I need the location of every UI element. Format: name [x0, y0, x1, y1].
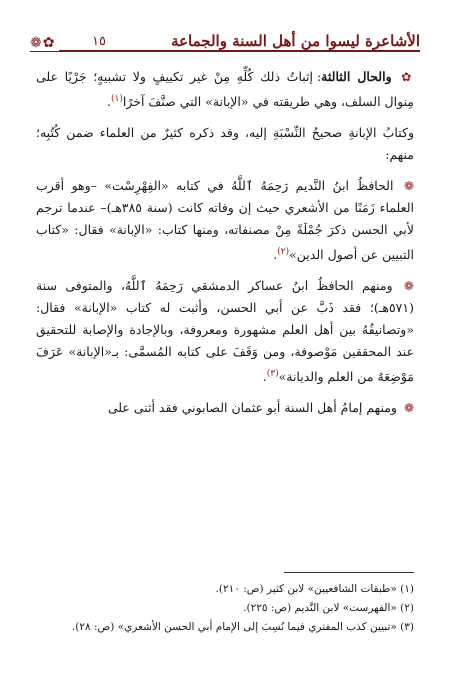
- paragraph: [36, 397, 414, 419]
- footnote-ref[interactable]: (٣): [266, 369, 279, 380]
- footnote-ref[interactable]: (١): [111, 94, 123, 104]
- footnote: (٢) «الفهرست» لابن النَّديم (ص: ٢٢٥).: [243, 602, 414, 614]
- book-title: الأشاعرة ليسوا من أهل السنة والجماعة: [165, 32, 420, 50]
- main-text: [36, 66, 414, 428]
- footnote: (٣) «تبيين كذب المفتري فيما نُسِبَ إلى الإمام أبي الحسن الأشعري» (ص: ٢٨).: [71, 621, 414, 633]
- flower-bullet-icon: ❁: [403, 279, 414, 294]
- flower-bullet-icon: ❁: [403, 179, 414, 194]
- paragraph-text: ومنهم إمامُ أهل السنة أبو عثمان الصابوني فقد أثنى على: [107, 400, 397, 416]
- paragraph: [36, 122, 414, 166]
- paragraph-tail: .: [262, 369, 267, 385]
- paragraph-text: : إثباتُ ذلك كُلِّهِ مِنْ غير تكييفٍ ولا تشبيهٍ؛ جَرْيًا على مِنوال السلف، وهي طريقته في «الإبانة» التي صنَّفَ آخرًا: [36, 69, 414, 110]
- footnote-ref[interactable]: (٢): [277, 247, 290, 258]
- flower-bullet-icon: ❁: [403, 401, 414, 416]
- running-header: [30, 32, 420, 56]
- ornament-icon: ✿❁: [30, 35, 59, 51]
- header-rule: [30, 50, 420, 52]
- paragraph-text: ومنهم الحافظُ ابنُ عساكر الدمشقي رَحِمَهُ ٱللَّهُ، والمتوفى سنة (٥٧١هـ)؛ فقد ذَبَّ عن أبي الحسن، وأثبت له كتاب «الإبانة» فقال: «وتصانيفُهُ بين أهل العلم مشهورة ومعروفة، وبالإجادة والإصابة للتحقيق عند المحققين مَوْصوفة، ومن وَقَفَ على كتابه المُسمَّى: بـ«الإبانة» عَرَفَ مَوْضِعَهُ من العلم والديانة»: [36, 278, 414, 385]
- paragraph-tail: .: [273, 247, 278, 263]
- paragraph: [36, 275, 414, 388]
- paragraph-lead: والحال الثالثة: [321, 69, 392, 84]
- flower-bullet-icon: ✿: [401, 70, 414, 84]
- page-number: ١٥: [88, 34, 110, 49]
- paragraph: [36, 175, 414, 266]
- footnote: (١) «طبقات الشافعيين» لابن كثير (ص: ٢١٠).: [215, 583, 414, 595]
- footnote-separator: [284, 572, 414, 573]
- paragraph-text: الحافظُ ابنُ النَّديم رَحِمَهُ ٱللَّهُ في كتابه «الفِهْرِسْت» –وهو أقرب العلماء زَمَنًا من الأشعري حيث إن وفاته كانت (سنة ٣٨٥هـ)– عندما ترجم لأبي الحسن ذكرَ جُمْلَةً مِنْ مصنفاته، ومنها كتاب: «الإبانة» فقال: «كتاب التبيين عن أصول الدين»: [36, 178, 414, 263]
- paragraph: [36, 66, 414, 113]
- paragraph-text: وكتابُ الإبانةِ صحيحُ النِّسْبَةِ إليه، وقد ذكره كثيرٌ من العلماء ضمن كُتُبِه؛ منهم:: [36, 125, 414, 163]
- paragraph-tail: .: [107, 94, 112, 110]
- footnotes: [36, 580, 414, 637]
